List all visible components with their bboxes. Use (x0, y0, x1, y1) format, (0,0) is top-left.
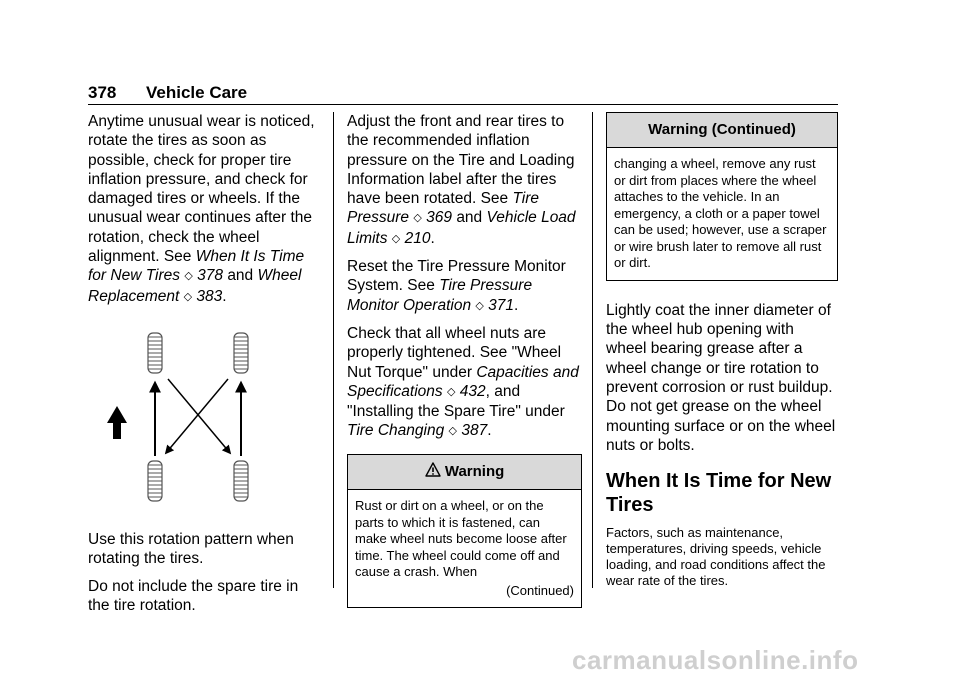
page-number: 378 (88, 83, 117, 102)
xref-tpms-operation[interactable]: Tire Pressure Monitor Operation (347, 277, 533, 314)
page-ref-icon: ◇ (183, 290, 193, 303)
xref-capacities[interactable]: Capacities and Specifications (347, 363, 579, 400)
tire-front-left-icon (148, 333, 162, 373)
rotation-diagram (88, 331, 323, 516)
tire-front-right-icon (234, 333, 248, 373)
warning-body: Rust or dirt on a wheel, or on the parts to which it is fastened, can make wheel nuts become loose after time. The wheel could come off and cause a crash. When (Continued) (355, 498, 574, 598)
column-1 (88, 112, 323, 623)
page-header (88, 82, 838, 105)
warning-continued-box (606, 112, 838, 281)
tpms-reset-paragraph: Reset the Tire Pressure Monitor System. See Tire Pressure Monitor Operation ◇ 371. (347, 258, 566, 314)
site-watermark: carmanualsonline.info (572, 645, 859, 675)
wear-factors-paragraph: Factors, such as maintenance, temperatures, driving speeds, vehicle loading, and road conditions affect the wear rate of the tires. (606, 525, 826, 589)
warning-title: Warning (444, 462, 505, 480)
section-heading-new-tires: When It Is Time for New Tires (606, 470, 832, 517)
inflation-paragraph: Adjust the front and rear tires to the recommended inflation pressure on the Tire and Loading Information label after the tires have been rotated. See Tire Pressure ◇ 369 and Vehicle Load Limits ◇ 210. (347, 113, 576, 247)
xref-tire-pressure[interactable]: Tire Pressure (347, 190, 540, 227)
page-ref-icon: ◇ (184, 270, 193, 283)
spare-tire-note: Do not include the spare tire in the tire rotation. (88, 577, 299, 614)
column-3 (606, 112, 838, 597)
section-title: Vehicle Care (146, 83, 248, 102)
tire-rear-right-icon (234, 461, 248, 501)
page-ref-icon: ◇ (475, 299, 484, 312)
arrow-front-left-to-rear-right (168, 379, 230, 453)
warning-continued-header: Warning (Continued) (607, 113, 837, 148)
column-divider-1 (333, 112, 334, 588)
wheel-nuts-paragraph: Check that all wheel nuts are properly tightened. See "Wheel Nut Torque" under Capacities and Specifications ◇ 432, and "Installing the Spare Tire" under Tire Changing ◇ 387. (347, 324, 579, 440)
rotation-pattern-note: Use this rotation pattern when rotating the tires. (88, 530, 294, 568)
page-ref-icon: ◇ (446, 385, 456, 398)
xref-vehicle-load-limits[interactable]: Vehicle Load Limits (347, 209, 576, 247)
tire-rear-left-icon (148, 461, 162, 501)
arrow-front-right-to-rear-left (166, 379, 228, 453)
warning-triangle-icon (425, 462, 441, 477)
page-ref-icon: ◇ (448, 425, 458, 438)
vehicle-direction-arrow-icon (107, 406, 127, 439)
warning-header (348, 455, 581, 490)
xref-new-tires[interactable]: When It Is Time for New Tires (88, 248, 305, 285)
warning-continued-body: changing a wheel, remove any rust or dirt from places where the wheel attaches to the vehicle. In an emergency, a cloth or a paper towel can be used; however, use a scraper or wire brush later to remove all rust or dirt. (614, 156, 827, 271)
page-ref-icon: ◇ (413, 212, 422, 225)
grease-paragraph: Lightly coat the inner diameter of the wheel hub opening with wheel bearing grease after a wheel change or tire rotation to prevent corrosion or rust buildup. Do not get grease on the wheel mounting surface or on the wheel nuts or bolts. (606, 301, 836, 454)
xref-tire-changing[interactable]: Tire Changing (347, 422, 445, 440)
column-divider-2 (592, 112, 593, 588)
continued-label: (Continued) (506, 582, 574, 598)
column-2 (347, 112, 582, 608)
warning-box (347, 454, 582, 608)
rotation-paragraph: Anytime unusual wear is noticed, rotate the tires as soon as possible, check for proper tire inflation pressure, and check for damaged tires or wheels. If the unusual wear continues after the rotation, check the wheel alignment. See When It Is Time for New Tires ◇ 378 and Wheel Replacement ◇ 383. (88, 113, 315, 305)
xref-wheel-replacement[interactable]: Wheel Replacement (88, 267, 302, 305)
page-ref-icon: ◇ (391, 232, 401, 245)
